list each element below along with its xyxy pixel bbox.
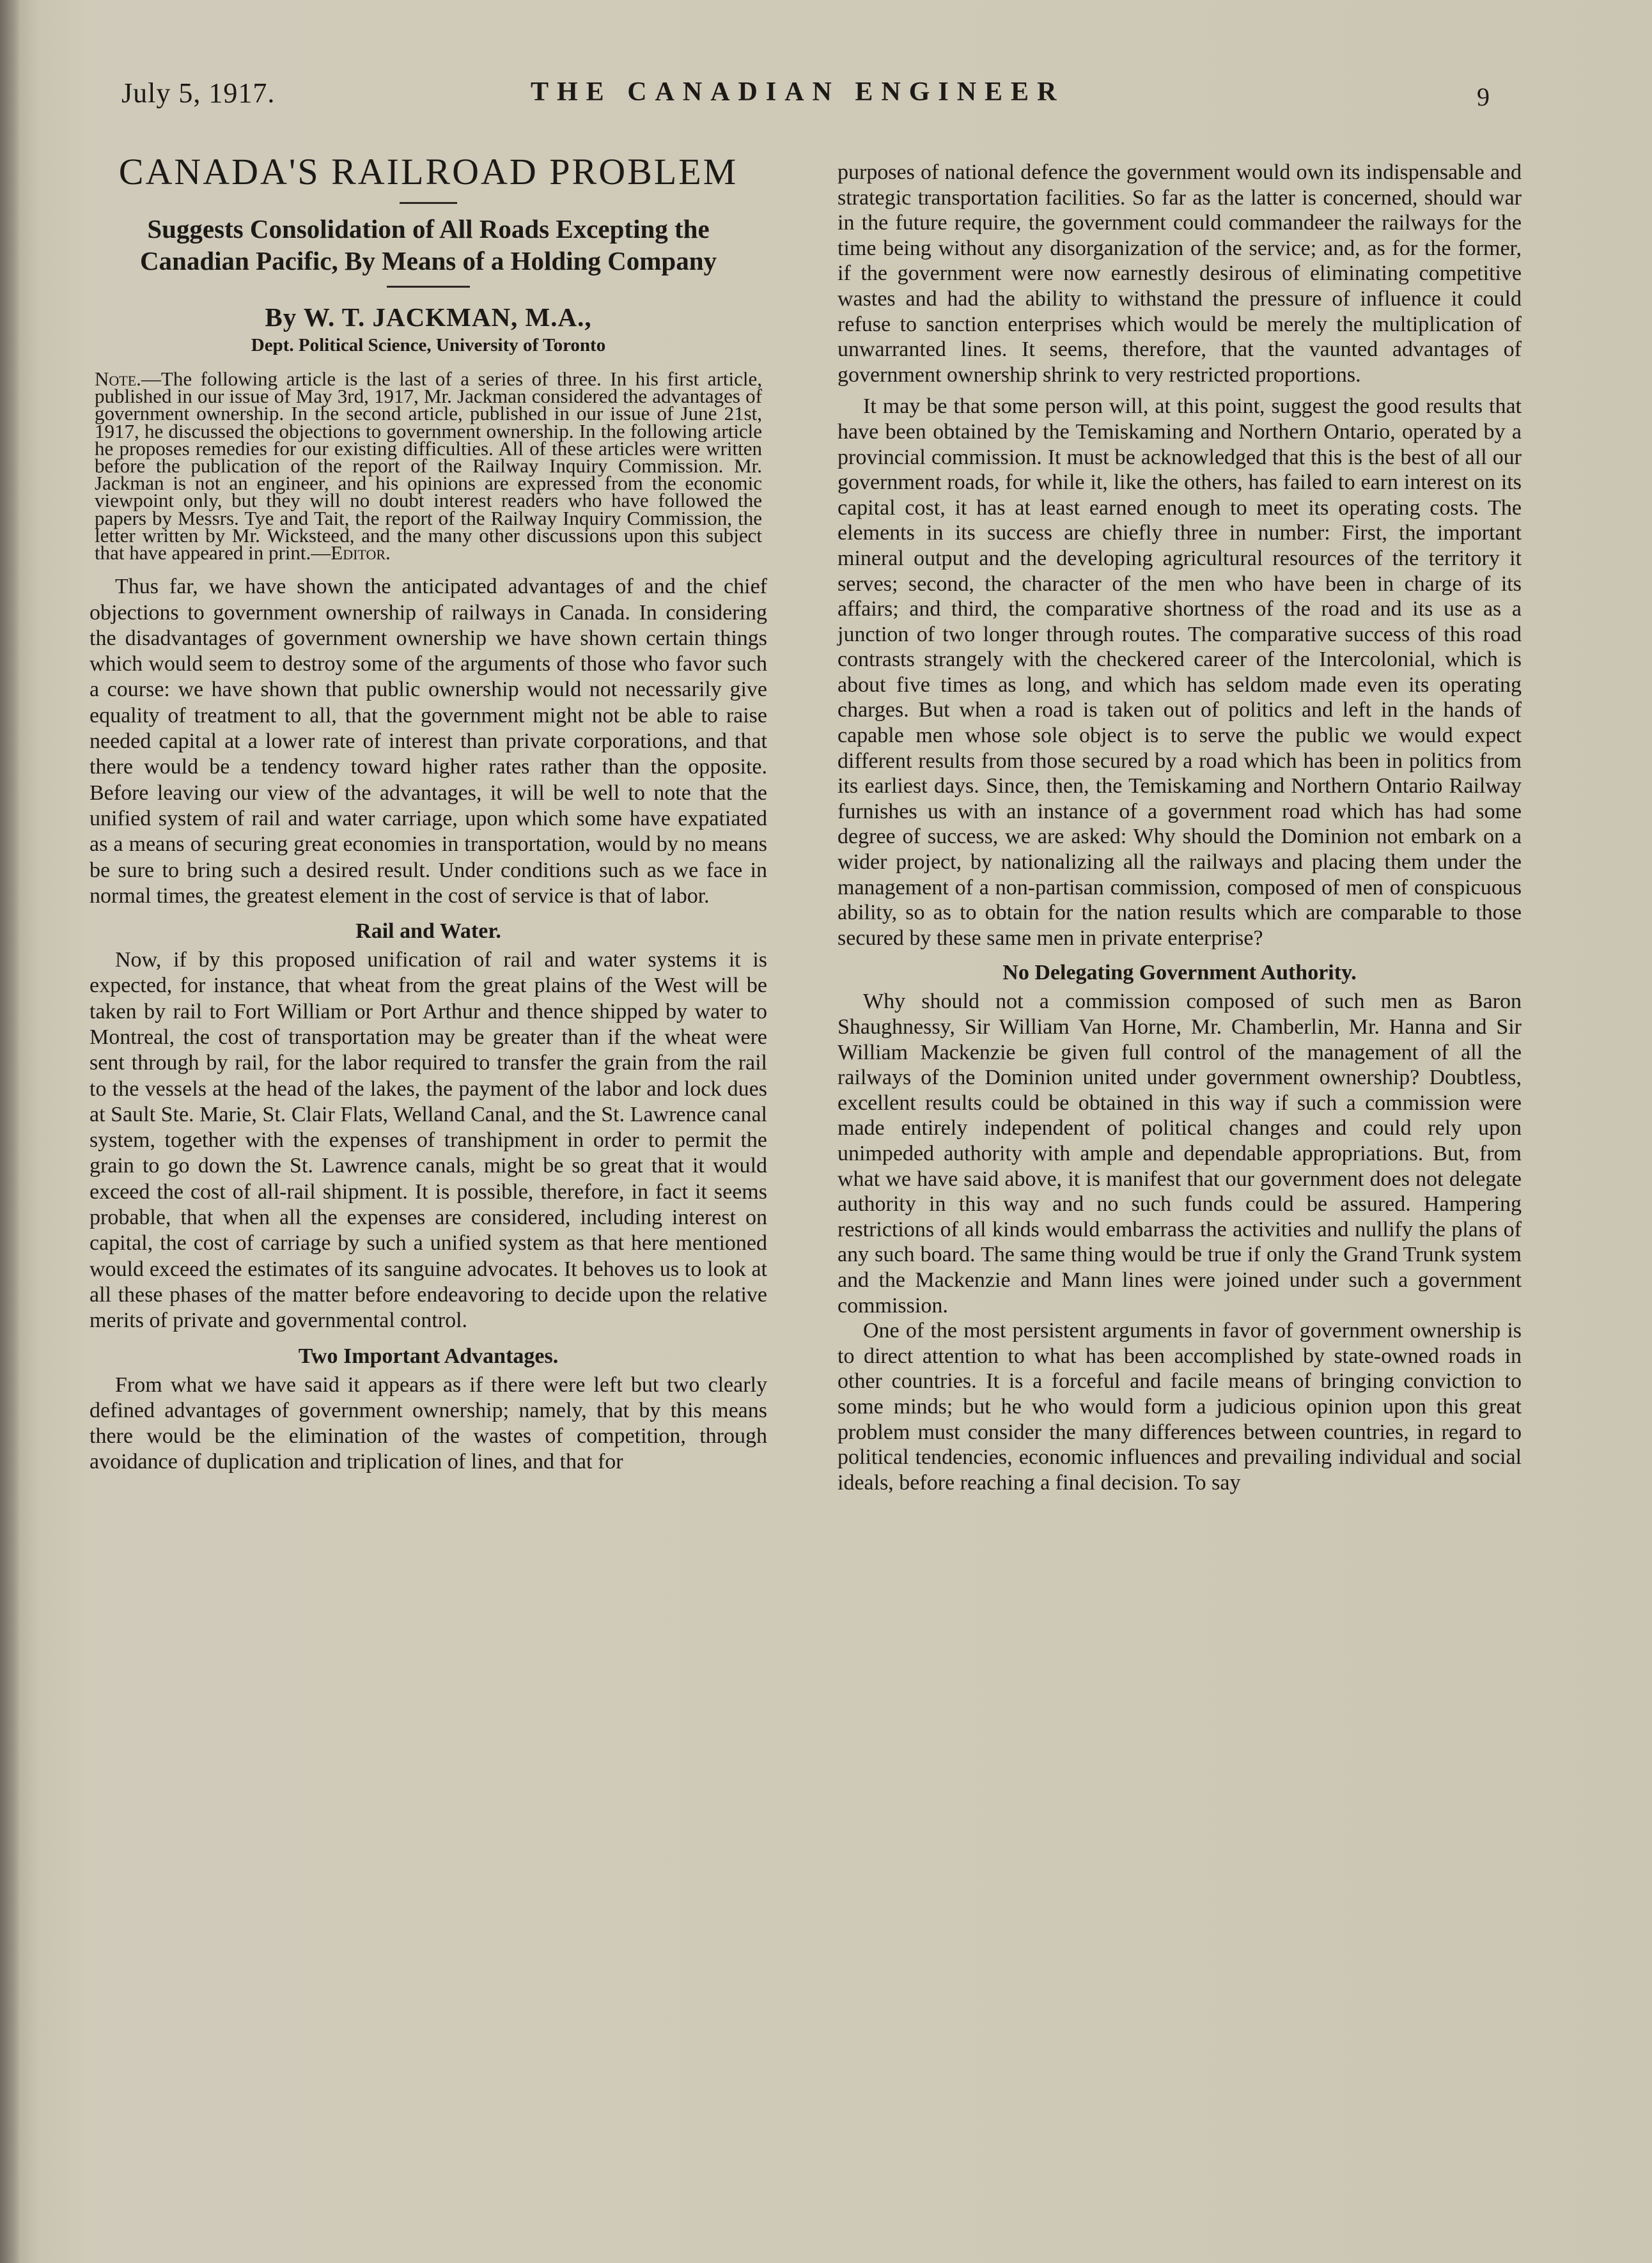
paragraph-1: Thus far, we have shown the anticipated advantages of and the chief objections to government ownership of railways in Canada. In considering the disadvantages of government ownership we have shown certain things which would seem to destroy some of the arguments of those who favor such a course: we have shown that public ownership would not necessarily give equality of treatment to all, that the government might not be able to raise needed capital at a lower rate of interest than private corporations, and that there would be a tendency toward higher rates rather than the opposite. Before leaving our view of the advantages, it will be well to note that the unified system of rail and water carriage, upon which some have expatiated as a means of securing great economies in transportation, would by no means be sure to bring such a desired result. Under conditions such as we face in normal times, the greatest element in the cost of service is that of labor.	[90, 575, 767, 908]
running-header	[0, 77, 1652, 121]
left-column	[90, 150, 767, 1475]
author-affiliation: Dept. Political Science, University of Toronto	[251, 335, 606, 355]
article-title: CANADA'S RAILROAD PROBLEM	[118, 151, 738, 192]
paragraph-6: Why should not a commission composed of such men as Baron Shaughnessy, Sir William Van Horne, Mr. Chamberlin, Mr. Hanna and Sir William Mackenzie be given full control of the management of all the railways of the Dominion united under government ownership? Doubtless, excellent results could be obtained in this way if such a commission were made entirely independent of political changes and could rely upon unimpeded authority with ample and dependable appropriations. But, from what we have said above, it is manifest that our government does not delegate authority in this way and no such funds could be assured. Hampering restrictions of all kinds would embarrass the activities and nullify the plans of any such board. The same thing would be true if only the Grand Trunk system and the Mackenzie and Mann lines were joined under such a government commission.	[838, 990, 1522, 1318]
subtitle-rule	[387, 286, 470, 288]
binding-edge	[0, 0, 19, 2263]
paragraph-3: From what we have said it appears as if there were left but two clearly defined advantages of government ownership; namely, that by this means there would be the elimination of the wastes of competition, through avoidance of duplication and triplication of lines, and that for	[90, 1373, 767, 1474]
page-number: 9	[1477, 82, 1490, 111]
masthead: THE CANADIAN ENGINEER	[531, 77, 1065, 107]
editor-note	[95, 368, 762, 564]
right-column	[838, 160, 1522, 1495]
note-text: —The following article is the last of a series of three. In his first article, published in our issue of May 3rd, 1917, Mr. Jackman considered the advantages of government ownership. In the second article, published in our issue of June 21st, 1917, he discussed the objections to government ownership. In the following article he proposes remedies for our existing difficulties. All of these articles were written before the publication of the report of the Railway Inquiry Commission. Mr. Jackman is not an engineer, and his opinions are expressed from the economic viewpoint only, but they will no doubt interest readers who have followed the papers by Messrs. Tye and Tait, the report of the Railway Inquiry Commission, the letter written by Mr. Wicksteed, and the many other discussions upon this subject that have appeared in print.—	[95, 368, 762, 564]
paragraph-2: Now, if by this proposed unification of rail and water systems it is expected, for instance, that wheat from the great plains of the West will be taken by rail to Fort William or Port Arthur and thence shipped by water to Montreal, the cost of transportation may be greater than if the wheat were sent through by rail, for the labor required to transfer the grain from the rail to the vessels at the head of the lakes, the payment of the labor and lock dues at Sault Ste. Marie, St. Clair Flats, Welland Canal, and the St. Lawrence canal system, together with the expenses of transhipment in order to permit the grain to go down the St. Lawrence canals, might be so great that it would exceed the cost of all-rail shipment. It is possible, therefore, in fact it seems probable, that when all the expenses are considered, including interest on capital, the cost of carriage by such a unified system as that here mentioned would exceed the estimates of its sanguine advocates. It behoves us to look at all these phases of the matter before endeavoring to decide upon the relative merits of private and governmental control.	[90, 948, 767, 1333]
section-heading-rail-water: Rail and Water.	[355, 919, 501, 944]
article-subtitle: Suggests Consolidation of All Roads Excepting the Canadian Pacific, By Means of a Holding Company	[139, 214, 717, 276]
section-heading-no-delegating: No Delegating Government Authority.	[1002, 961, 1357, 985]
byline: By W. T. JACKMAN, M.A.,	[265, 302, 592, 332]
paragraph-5: It may be that some person will, at this point, suggest the good results that have been obtained by the Temiskaming and Northern Ontario, operated by a provincial commission. It must be acknowledged that this is the best of all our government roads, for while it, like the others, has failed to earn interest on its capital cost, it has at least earned enough to meet its operating costs. The elements in its success are chiefly three in number: First, the important mineral output and the developing agricultural resources of the territory it serves; second, the character of the men who have been in charge of its affairs; and third, the comparative shortness of the road and its use as a junction of two longer through routes. The comparative success of this road contrasts strangely with the checkered career of the Intercolonial, which is about five times as long, and which has seldom made even its operating charges. But when a road is taken out of politics and left in the hands of capable men whose sole object is to serve the public we would expect different results from those secured by a road which has been in politics from its earliest days. Since, then, the Temiskaming and Northern Ontario Railway furnishes us with an instance of a government road which has had some degree of success, we are asked: Why should the Dominion not embark on a wider project, by nationalizing all the railways and placing them under the management of a non-partisan commission, composed of men of conspicuous ability, so as to obtain for the nation results which are comparable to those secured by these same men in private enterprise?	[838, 394, 1522, 950]
section-heading-two-advantages: Two Important Advantages.	[298, 1344, 559, 1368]
note-editor: Editor.	[331, 541, 391, 564]
issue-date: July 5, 1917.	[121, 77, 276, 109]
paragraph-7: One of the most persistent arguments in favor of government ownership is to direct attention to what has been accomplished by state-owned roads in other countries. It is a forceful and facile means of bringing conviction to some minds; but he who would form a judicious opinion upon this great problem must consider the many differences between countries, in regard to political tendencies, economic influences and prevailing individual and social ideals, before reaching a final decision. To say	[838, 1319, 1522, 1495]
title-rule	[400, 202, 457, 204]
note-lead: Note.	[95, 368, 141, 390]
paragraph-4: purposes of national defence the government would own its indispensable and strategic transportation facilities. So far as the latter is concerned, should war in the future require, the government could commandeer the railways for the time being without any disorganization of the service; and, as for the former, if the government were now earnestly desirous of eliminating competitive wastes and had the ability to withstand the pressure of influence it could refuse to sanction enterprises which would be merely the multiplication of unwarranted lines. It seems, therefore, that the vaunted advantages of government ownership shrink to very restricted proportions.	[838, 160, 1522, 387]
